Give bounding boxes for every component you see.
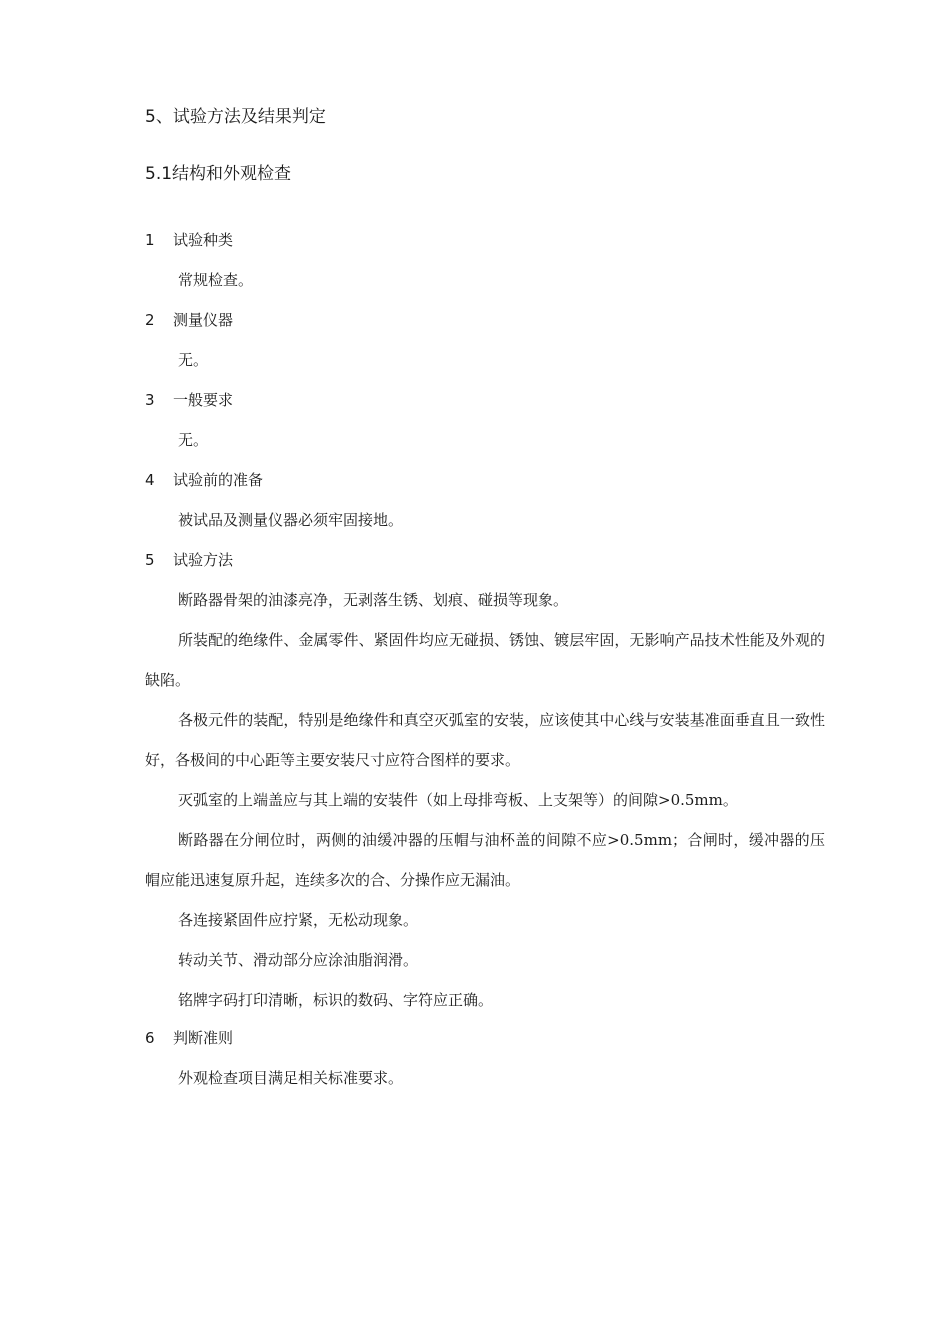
paragraph: 所装配的绝缘件、金属零件、紧固件均应无碰损、锈蚀、镀层牢固，无影响产品技术性能及外观的缺陷。 bbox=[145, 631, 825, 689]
item-heading-5 bbox=[145, 550, 233, 570]
item-number: 6 bbox=[145, 1029, 155, 1047]
paragraph: 无。 bbox=[178, 351, 209, 369]
section-heading: 5、试验方法及结果判定 bbox=[145, 107, 326, 127]
item-heading-6 bbox=[145, 1028, 233, 1048]
item-title: 试验前的准备 bbox=[173, 471, 264, 489]
paragraph: 断路器在分闸位时，两侧的油缓冲器的压帽与油杯盖的间隙不应>0.5mm；合闸时，缓冲器的压帽应能迅速复原升起，连续多次的合、分操作应无漏油。 bbox=[145, 831, 825, 889]
item-number: 3 bbox=[145, 391, 155, 409]
paragraph: 各极元件的装配，特别是绝缘件和真空灭弧室的安装，应该使其中心线与安装基准面垂直且一致性好，各极间的中心距等主要安装尺寸应符合图样的要求。 bbox=[145, 711, 825, 769]
item-heading-3 bbox=[145, 390, 233, 410]
item-title: 试验种类 bbox=[173, 231, 234, 249]
item-heading-4 bbox=[145, 470, 263, 490]
item-heading-2 bbox=[145, 310, 233, 330]
paragraph: 常规检查。 bbox=[178, 271, 254, 289]
subsection-heading: 5.1结构和外观检查 bbox=[145, 164, 292, 184]
paragraph: 被试品及测量仪器必须牢固接地。 bbox=[178, 511, 404, 529]
item-title: 判断准则 bbox=[173, 1029, 234, 1047]
item-number: 4 bbox=[145, 471, 155, 489]
item-number: 5 bbox=[145, 551, 155, 569]
item-number: 2 bbox=[145, 311, 155, 329]
paragraph: 灭弧室的上端盖应与其上端的安装件（如上母排弯板、上支架等）的间隙>0.5mm。 bbox=[178, 791, 738, 809]
item-title: 试验方法 bbox=[173, 551, 234, 569]
item-title: 测量仪器 bbox=[173, 311, 234, 329]
paragraph: 外观检查项目满足相关标准要求。 bbox=[178, 1069, 404, 1087]
item-title: 一般要求 bbox=[173, 391, 234, 409]
item-heading-1 bbox=[145, 230, 233, 250]
paragraph: 断路器骨架的油漆亮净，无剥落生锈、划痕、碰损等现象。 bbox=[178, 591, 569, 609]
paragraph: 无。 bbox=[178, 431, 209, 449]
paragraph: 铭牌字码打印清晰，标识的数码、字符应正确。 bbox=[178, 991, 494, 1009]
paragraph: 转动关节、滑动部分应涂油脂润滑。 bbox=[178, 951, 419, 969]
paragraph: 各连接紧固件应拧紧，无松动现象。 bbox=[178, 911, 419, 929]
item-number: 1 bbox=[145, 231, 155, 249]
